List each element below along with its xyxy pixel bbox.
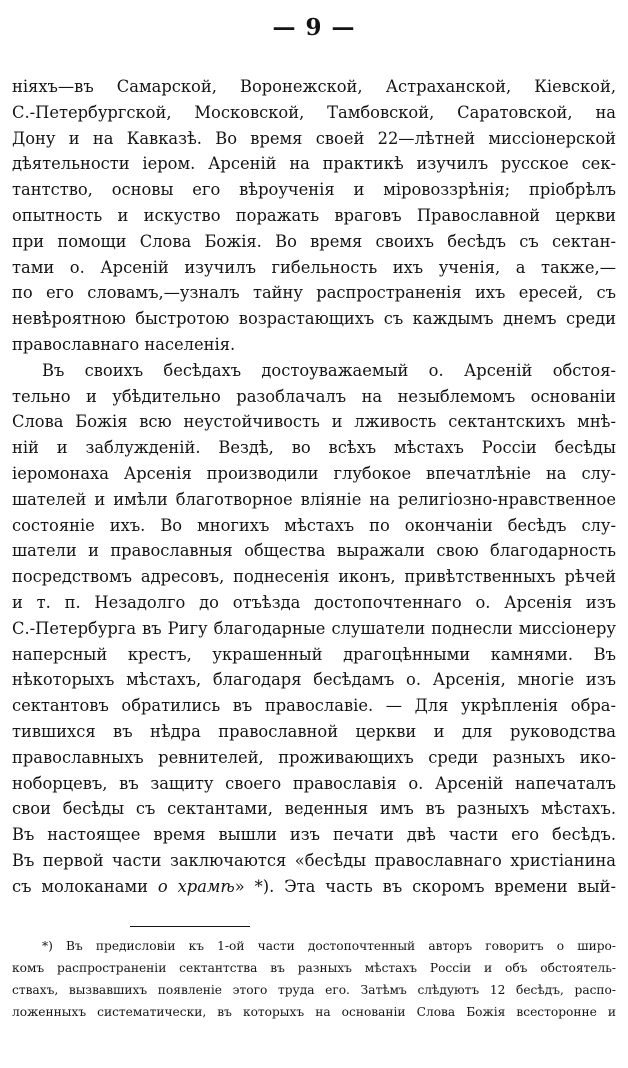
footnote-line: ствахъ, вызвавшихъ появленіе этого труда его. Затѣмъ слѣдуютъ 12 бесѣдъ, распо-	[12, 982, 616, 997]
text-line: православнаго населенія.	[12, 334, 236, 354]
footnote	[12, 935, 616, 1023]
text-line: дѣятельности іером. Арсеній на практикѣ изучилъ русское сек-	[12, 154, 616, 174]
paragraph-2	[12, 358, 616, 900]
footnote-line: ложенныхъ систематически, въ которыхъ на основаніи Слова Божія всесторонне и	[12, 1004, 616, 1019]
text-line-with-italic	[12, 874, 616, 900]
footnote-divider	[130, 926, 250, 927]
text-line: православныхъ ревнителей, проживающихъ среди разныхъ ико-	[12, 747, 616, 767]
text-fragment: » *). Эта часть въ скоромъ времени вый-	[234, 876, 616, 896]
text-line: шатели и православныя общества выражали свою благодарность	[12, 541, 616, 561]
italic-fragment: о храмѣ	[157, 876, 235, 896]
text-line: іеромонаха Арсенія производили глубокое впечатлѣніе на слу-	[12, 463, 616, 483]
text-line: сектантовъ обратились въ православіе. — Для укрѣпленія обра-	[12, 696, 616, 716]
text-line: С.-Петербурга въ Ригу благодарные слушатели поднесли миссіонеру	[12, 618, 616, 638]
text-line: тами о. Арсеній изучилъ гибельность ихъ ученія, а также,—	[12, 257, 616, 277]
text-line: невѣроятною быстротою возрастающихъ съ каждымъ днемъ среди	[12, 309, 616, 329]
text-line: при помощи Слова Божія. Во время своихъ бесѣдъ съ сектан-	[12, 231, 616, 251]
text-line: опытность и искуство поражать враговъ Православной церкви	[12, 205, 616, 225]
text-line: и т. п. Незадолго до отъѣзда достопочтеннаго о. Арсенія изъ	[12, 592, 616, 612]
text-line: С.-Петербургской, Московской, Тамбовской, Саратовской, на	[12, 102, 616, 122]
document-page	[12, 14, 616, 1023]
text-line: Въ первой части заключаются «бесѣды православнаго христіанина	[12, 850, 616, 870]
text-line: Слова Божія всю неустойчивость и лживость сектантскихъ мнѣ-	[12, 412, 616, 432]
text-line: по его словамъ,—узналъ тайну распространенія ихъ ересей, съ	[12, 283, 616, 303]
text-line: свои бесѣды съ сектантами, веденныя имъ въ разныхъ мѣстахъ.	[12, 799, 616, 819]
text-line: ній и заблужденій. Вездѣ, во всѣхъ мѣстахъ Россіи бесѣды	[12, 438, 616, 458]
text-line: наперсный крестъ, украшенный драгоцѣнными камнями. Въ	[12, 644, 616, 664]
text-line: Въ настоящее время вышли изъ печати двѣ части его бесѣдъ.	[12, 825, 616, 845]
text-line: ніяхъ—въ Самарской, Воронежской, Астраханской, Кіевской,	[12, 77, 616, 96]
text-line: Въ своихъ бесѣдахъ достоуважаемый о. Арсеній обстоя-	[42, 360, 616, 380]
text-line: посредствомъ адресовъ, поднесенія иконъ, привѣтственныхъ рѣчей	[12, 567, 616, 587]
text-line: шателей и имѣли благотворное вліяніе на религіозно-нравственное	[12, 489, 616, 509]
text-line: тантство, основы его вѣроученія и міровоззрѣнія; пріобрѣлъ	[12, 180, 616, 200]
paragraph-1	[12, 74, 616, 358]
text-line: Дону и на Кавказѣ. Во время своей 22—лѣтней миссіонерской	[12, 128, 616, 148]
page-number: — 9 —	[272, 14, 356, 41]
footnote-line: *) Въ предисловіи къ 1-ой части достопочтенный авторъ говоритъ о широ-	[42, 938, 616, 953]
text-line: тельно и убѣдительно разоблачалъ на незыблемомъ основаніи	[12, 386, 616, 406]
footnote-line: комъ распространеніи сектантства въ разныхъ мѣстахъ Россіи и объ обстоятель-	[12, 960, 616, 975]
text-line: нѣкоторыхъ мѣстахъ, благодаря бесѣдамъ о. Арсенія, многіе изъ	[12, 670, 616, 690]
text-line: состояніе ихъ. Во многихъ мѣстахъ по окончаніи бесѣдъ слу-	[12, 515, 616, 535]
text-line: ноборцевъ, въ защиту своего православія о. Арсеній напечаталъ	[12, 773, 616, 793]
text-line: тившихся въ нѣдра православной церкви и для руководства	[12, 721, 616, 741]
text-fragment: съ молоканами	[12, 876, 158, 896]
